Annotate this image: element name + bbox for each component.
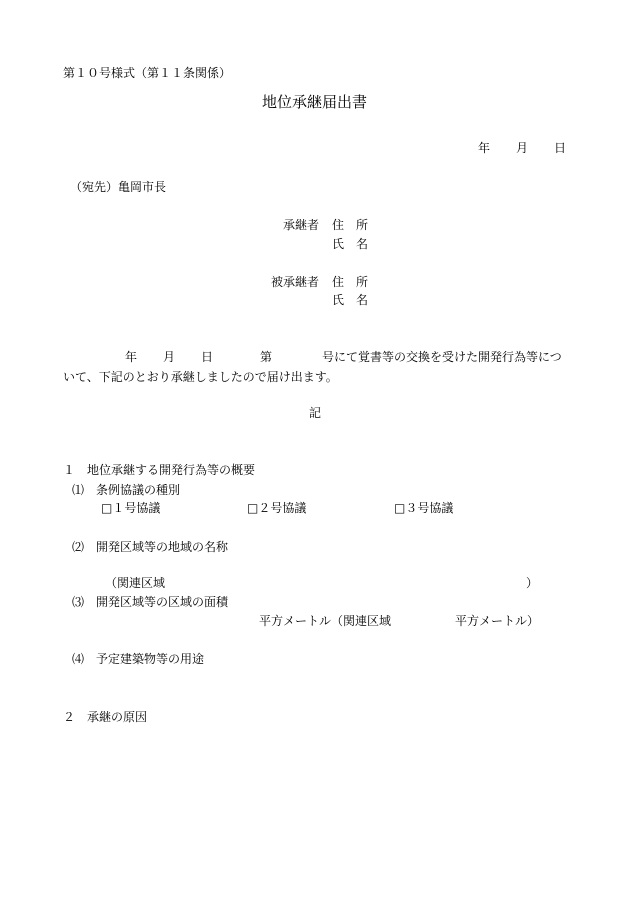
option-1go: □１号協議 xyxy=(101,501,161,515)
successor-address-label: 住 所 xyxy=(332,218,369,232)
item1-label: ⑴ 条例協議の種別 xyxy=(72,483,181,497)
item3-unit: 平方メートル（関連区域 xyxy=(259,614,392,628)
option-2go: □２号協議 xyxy=(247,501,307,515)
form-number: 第１０号様式（第１１条関係） xyxy=(63,66,232,80)
item3-label: ⑶ 開発区域等の区域の面積 xyxy=(72,595,229,609)
section1-heading: １ 地位承継する開発行為等の概要 xyxy=(63,463,256,477)
item2-label: ⑵ 開発区域等の地域の名称 xyxy=(72,540,229,554)
date-month-label: 月 xyxy=(516,141,529,155)
body-year-label: 年 xyxy=(125,350,138,364)
date-day-label: 日 xyxy=(554,141,567,155)
date-year-label: 年 xyxy=(478,141,491,155)
addressee: （宛先）亀岡市長 xyxy=(70,180,167,194)
item3-unit-close: 平方メートル） xyxy=(455,614,540,628)
date-line xyxy=(478,141,566,155)
body-text-line1: 号にて覚書等の交換を受けた開発行為等につ xyxy=(322,350,562,364)
page-title: 地位承継届出書 xyxy=(262,93,368,111)
item4-label: ⑷ 予定建築物等の用途 xyxy=(72,652,205,666)
predecessor-name-label: 氏 名 xyxy=(332,293,369,307)
option-3go: □３号協議 xyxy=(394,501,454,515)
ki-heading: 記 xyxy=(309,406,322,420)
predecessor-label: 被承継者 xyxy=(271,275,320,289)
section2-heading: ２ 承継の原因 xyxy=(63,710,148,724)
predecessor-address-label: 住 所 xyxy=(332,275,369,289)
body-text-line2: いて、下記のとおり承継しましたので届け出ます。 xyxy=(63,370,338,384)
successor-label: 承継者 xyxy=(283,218,320,232)
body-month-label: 月 xyxy=(163,350,176,364)
body-number-prefix: 第 xyxy=(260,350,273,364)
body-day-label: 日 xyxy=(201,350,214,364)
successor-name-label: 氏 名 xyxy=(332,237,369,251)
item2-related-close: ） xyxy=(526,576,539,590)
item2-related-open: （関連区域 xyxy=(105,576,166,590)
